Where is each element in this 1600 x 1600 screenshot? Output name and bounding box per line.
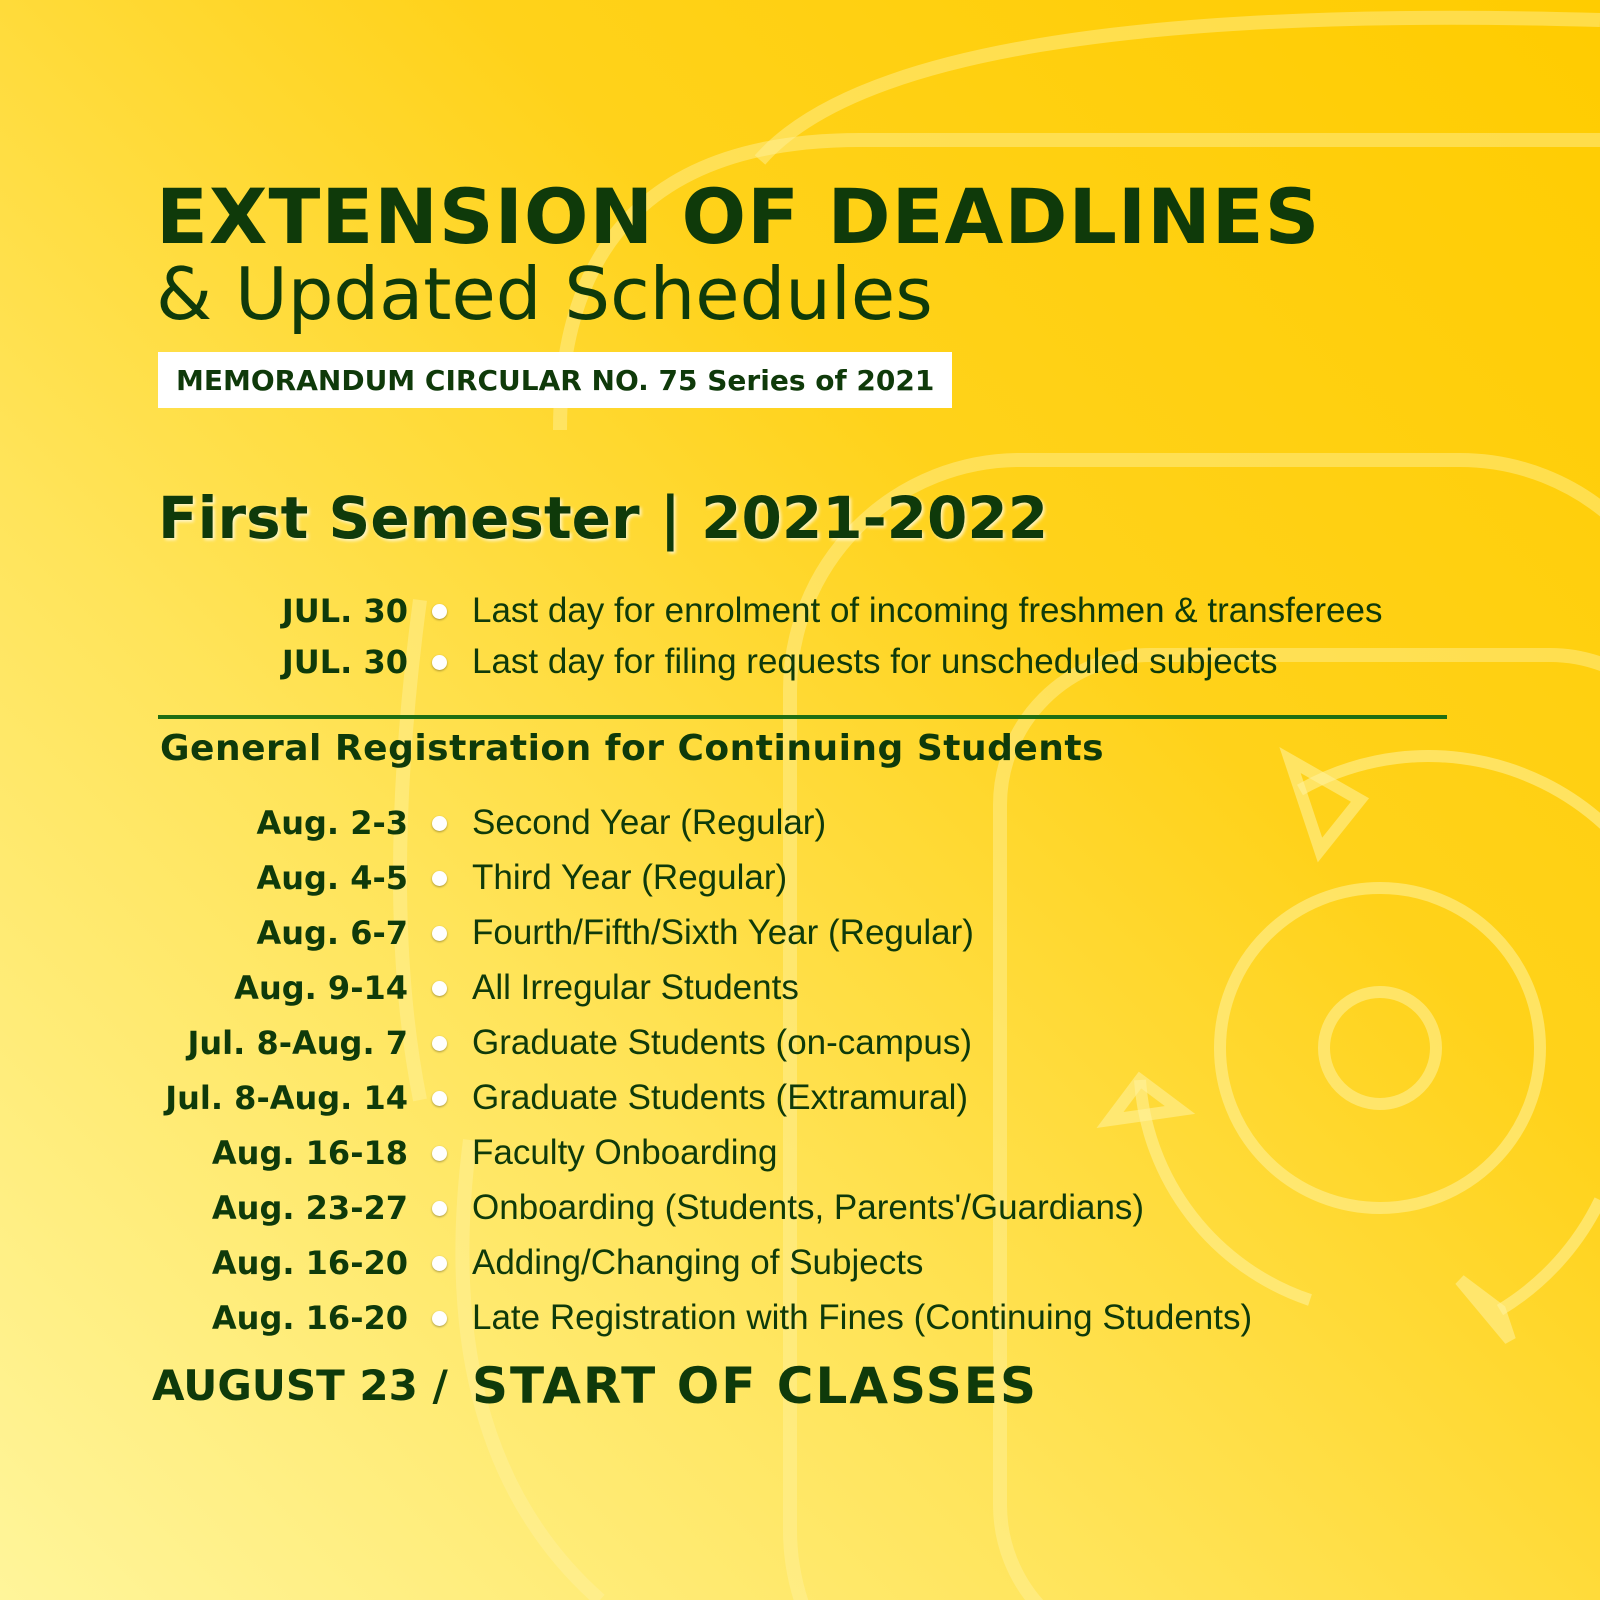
- deadline-description: Last day for enrolment of incoming freshmen & transferees: [472, 591, 1383, 630]
- classes-start-label: START OF CLASSES: [472, 1357, 1038, 1415]
- bullet-icon: [432, 1036, 447, 1051]
- schedule-row: [0, 963, 1600, 1013]
- schedule-row: [0, 1018, 1600, 1068]
- schedule-date: Aug. 23-27: [211, 1189, 408, 1227]
- bullet-icon: [432, 871, 447, 886]
- bullet-icon: [432, 655, 447, 670]
- bullet-icon: [432, 604, 447, 619]
- schedule-description: Adding/Changing of Subjects: [472, 1243, 924, 1282]
- bullet-icon: [432, 926, 447, 941]
- schedule-row: [0, 1293, 1600, 1343]
- schedule-description: Onboarding (Students, Parents'/Guardians): [472, 1188, 1145, 1227]
- schedule-description: Second Year (Regular): [472, 803, 827, 842]
- schedule-row: [0, 1128, 1600, 1178]
- bullet-icon: [432, 1091, 447, 1106]
- bullet-icon: [432, 816, 447, 831]
- schedule-description: Fourth/Fifth/Sixth Year (Regular): [472, 913, 974, 952]
- bullet-icon: [432, 981, 447, 996]
- schedule-description: Late Registration with Fines (Continuing Students): [472, 1298, 1253, 1337]
- schedule-description: Graduate Students (on-campus): [472, 1023, 972, 1062]
- schedule-date: Aug. 2-3: [256, 804, 408, 842]
- schedule-date: Jul. 8-Aug. 7: [187, 1024, 408, 1062]
- section-divider: [158, 715, 1447, 719]
- registration-heading: General Registration for Continuing Students: [160, 728, 1105, 769]
- deadline-date: JUL. 30: [281, 592, 408, 630]
- schedule-date: Aug. 4-5: [256, 859, 408, 897]
- memo-label: MEMORANDUM CIRCULAR NO. 75 Series of 2021: [158, 352, 952, 408]
- schedule-date: Aug. 16-18: [211, 1134, 408, 1172]
- schedule-row: [0, 1238, 1600, 1288]
- schedule-row: [0, 908, 1600, 958]
- schedule-description: All Irregular Students: [472, 968, 799, 1007]
- schedule-description: Graduate Students (Extramural): [472, 1078, 969, 1117]
- schedule-date: Jul. 8-Aug. 14: [165, 1079, 408, 1117]
- schedule-row: [0, 798, 1600, 848]
- deadline-row: [0, 586, 1600, 636]
- schedule-date: Aug. 9-14: [234, 969, 408, 1007]
- page-subtitle: & Updated Schedules: [156, 252, 933, 336]
- schedule-date: Aug. 16-20: [211, 1299, 408, 1337]
- schedule-row: [0, 1183, 1600, 1233]
- deadline-date: JUL. 30: [281, 643, 408, 681]
- bullet-icon: [432, 1256, 447, 1271]
- schedule-date: Aug. 6-7: [256, 914, 408, 952]
- page-title: EXTENSION OF DEADLINES: [156, 172, 1321, 261]
- schedule-description: Third Year (Regular): [472, 858, 788, 897]
- schedule-description: Faculty Onboarding: [472, 1133, 778, 1172]
- semester-heading: First Semester | 2021-2022: [158, 484, 1049, 552]
- bullet-icon: [432, 1201, 447, 1216]
- bullet-icon: [432, 1311, 447, 1326]
- deadline-description: Last day for filing requests for unscheduled subjects: [472, 642, 1278, 681]
- schedule-row: [0, 1073, 1600, 1123]
- classes-start-date: AUGUST 23 /: [152, 1361, 448, 1410]
- deadline-row: [0, 637, 1600, 687]
- bullet-icon: [432, 1146, 447, 1161]
- schedule-row: [0, 853, 1600, 903]
- schedule-date: Aug. 16-20: [211, 1244, 408, 1282]
